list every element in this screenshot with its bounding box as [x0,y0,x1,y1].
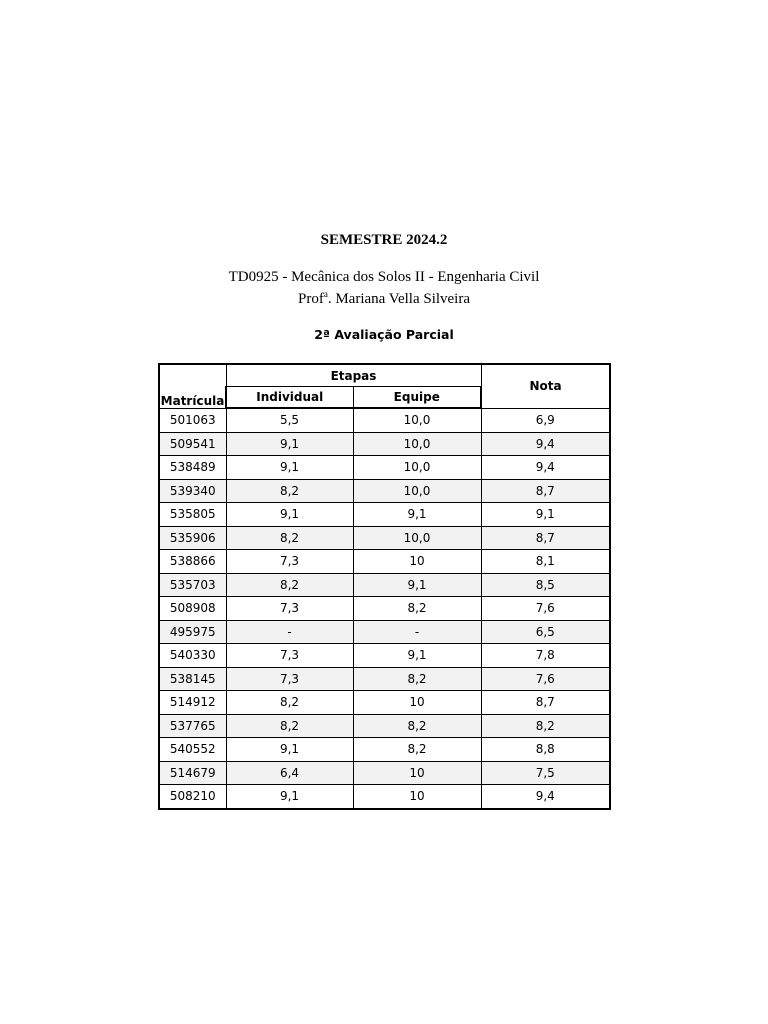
table-row [159,738,610,762]
individual-grade-cell: 9,1 [226,432,353,456]
table-row [159,597,610,621]
final-grade-cell: 7,6 [481,597,610,621]
final-grade-cell: 7,6 [481,667,610,691]
table-row [159,408,610,432]
team-grade-cell: 8,2 [353,738,481,762]
final-grade-cell: 8,7 [481,526,610,550]
table-row [159,456,610,480]
team-grade-cell: 10,0 [353,432,481,456]
grades-table [158,363,611,810]
matricula-cell: 514912 [159,691,226,715]
matricula-cell: 495975 [159,620,226,644]
matricula-cell: 538866 [159,550,226,574]
table-row [159,479,610,503]
final-grade-cell: 8,5 [481,573,610,597]
table-row [159,667,610,691]
team-grade-cell: 10,0 [353,526,481,550]
team-grade-cell: 10 [353,550,481,574]
team-grade-cell: - [353,620,481,644]
table-row [159,573,610,597]
individual-grade-cell: 8,2 [226,714,353,738]
individual-grade-cell: 9,1 [226,738,353,762]
final-grade-cell: 7,8 [481,644,610,668]
individual-grade-cell: - [226,620,353,644]
evaluation-title: 2ª Avaliação Parcial [314,327,454,342]
team-grade-cell: 10 [353,785,481,809]
matricula-cell: 535805 [159,503,226,527]
header-etapas: Etapas [226,364,481,387]
matricula-cell: 501063 [159,408,226,432]
header-equipe: Equipe [353,387,481,409]
matricula-cell: 535703 [159,573,226,597]
matricula-cell: 509541 [159,432,226,456]
final-grade-cell: 8,7 [481,479,610,503]
final-grade-cell: 9,4 [481,456,610,480]
team-grade-cell: 10 [353,761,481,785]
team-grade-cell: 9,1 [353,503,481,527]
team-grade-cell: 8,2 [353,667,481,691]
individual-grade-cell: 8,2 [226,526,353,550]
course-title: TD0925 - Mecânica dos Solos II - Engenharia Civil [228,269,540,285]
matricula-cell: 508210 [159,785,226,809]
matricula-cell: 539340 [159,479,226,503]
professor-prefix: Prof [297,291,324,307]
matricula-cell: 514679 [159,761,226,785]
individual-grade-cell: 7,3 [226,644,353,668]
team-grade-cell: 10,0 [353,408,481,432]
matricula-cell: 538489 [159,456,226,480]
individual-grade-cell: 5,5 [226,408,353,432]
table-row [159,691,610,715]
individual-grade-cell: 7,3 [226,550,353,574]
header-individual: Individual [226,387,353,409]
individual-grade-cell: 8,2 [226,691,353,715]
matricula-cell: 540552 [159,738,226,762]
individual-grade-cell: 8,2 [226,573,353,597]
matricula-cell: 540330 [159,644,226,668]
table-row [159,785,610,809]
header-matricula: Matrícula [159,364,226,408]
individual-grade-cell: 8,2 [226,479,353,503]
table-row [159,714,610,738]
final-grade-cell: 6,5 [481,620,610,644]
grade-rows [159,408,610,809]
table-row [159,761,610,785]
team-grade-cell: 9,1 [353,644,481,668]
final-grade-cell: 8,2 [481,714,610,738]
matricula-cell: 508908 [159,597,226,621]
final-grade-cell: 8,7 [481,691,610,715]
table-row [159,644,610,668]
team-grade-cell: 10 [353,691,481,715]
final-grade-cell: 9,1 [481,503,610,527]
team-grade-cell: 10,0 [353,479,481,503]
individual-grade-cell: 9,1 [226,456,353,480]
semester-title: SEMESTRE 2024.2 [320,232,448,248]
matricula-cell: 538145 [159,667,226,691]
individual-grade-cell: 6,4 [226,761,353,785]
table-row [159,526,610,550]
team-grade-cell: 10,0 [353,456,481,480]
individual-grade-cell: 9,1 [226,785,353,809]
final-grade-cell: 7,5 [481,761,610,785]
header-nota: Nota [481,364,610,408]
final-grade-cell: 8,1 [481,550,610,574]
final-grade-cell: 6,9 [481,408,610,432]
individual-grade-cell: 9,1 [226,503,353,527]
individual-grade-cell: 7,3 [226,667,353,691]
matricula-cell: 537765 [159,714,226,738]
individual-grade-cell: 7,3 [226,597,353,621]
final-grade-cell: 9,4 [481,785,610,809]
table-row [159,432,610,456]
final-grade-cell: 9,4 [481,432,610,456]
table-row [159,503,610,527]
table-row [159,550,610,574]
team-grade-cell: 9,1 [353,573,481,597]
team-grade-cell: 8,2 [353,597,481,621]
professor-name: . Mariana Vella Silveira [327,291,471,307]
table-row [159,620,610,644]
professor-line [0,289,768,308]
matricula-cell: 535906 [159,526,226,550]
team-grade-cell: 8,2 [353,714,481,738]
professor-superscript: a [323,289,328,299]
final-grade-cell: 8,8 [481,738,610,762]
